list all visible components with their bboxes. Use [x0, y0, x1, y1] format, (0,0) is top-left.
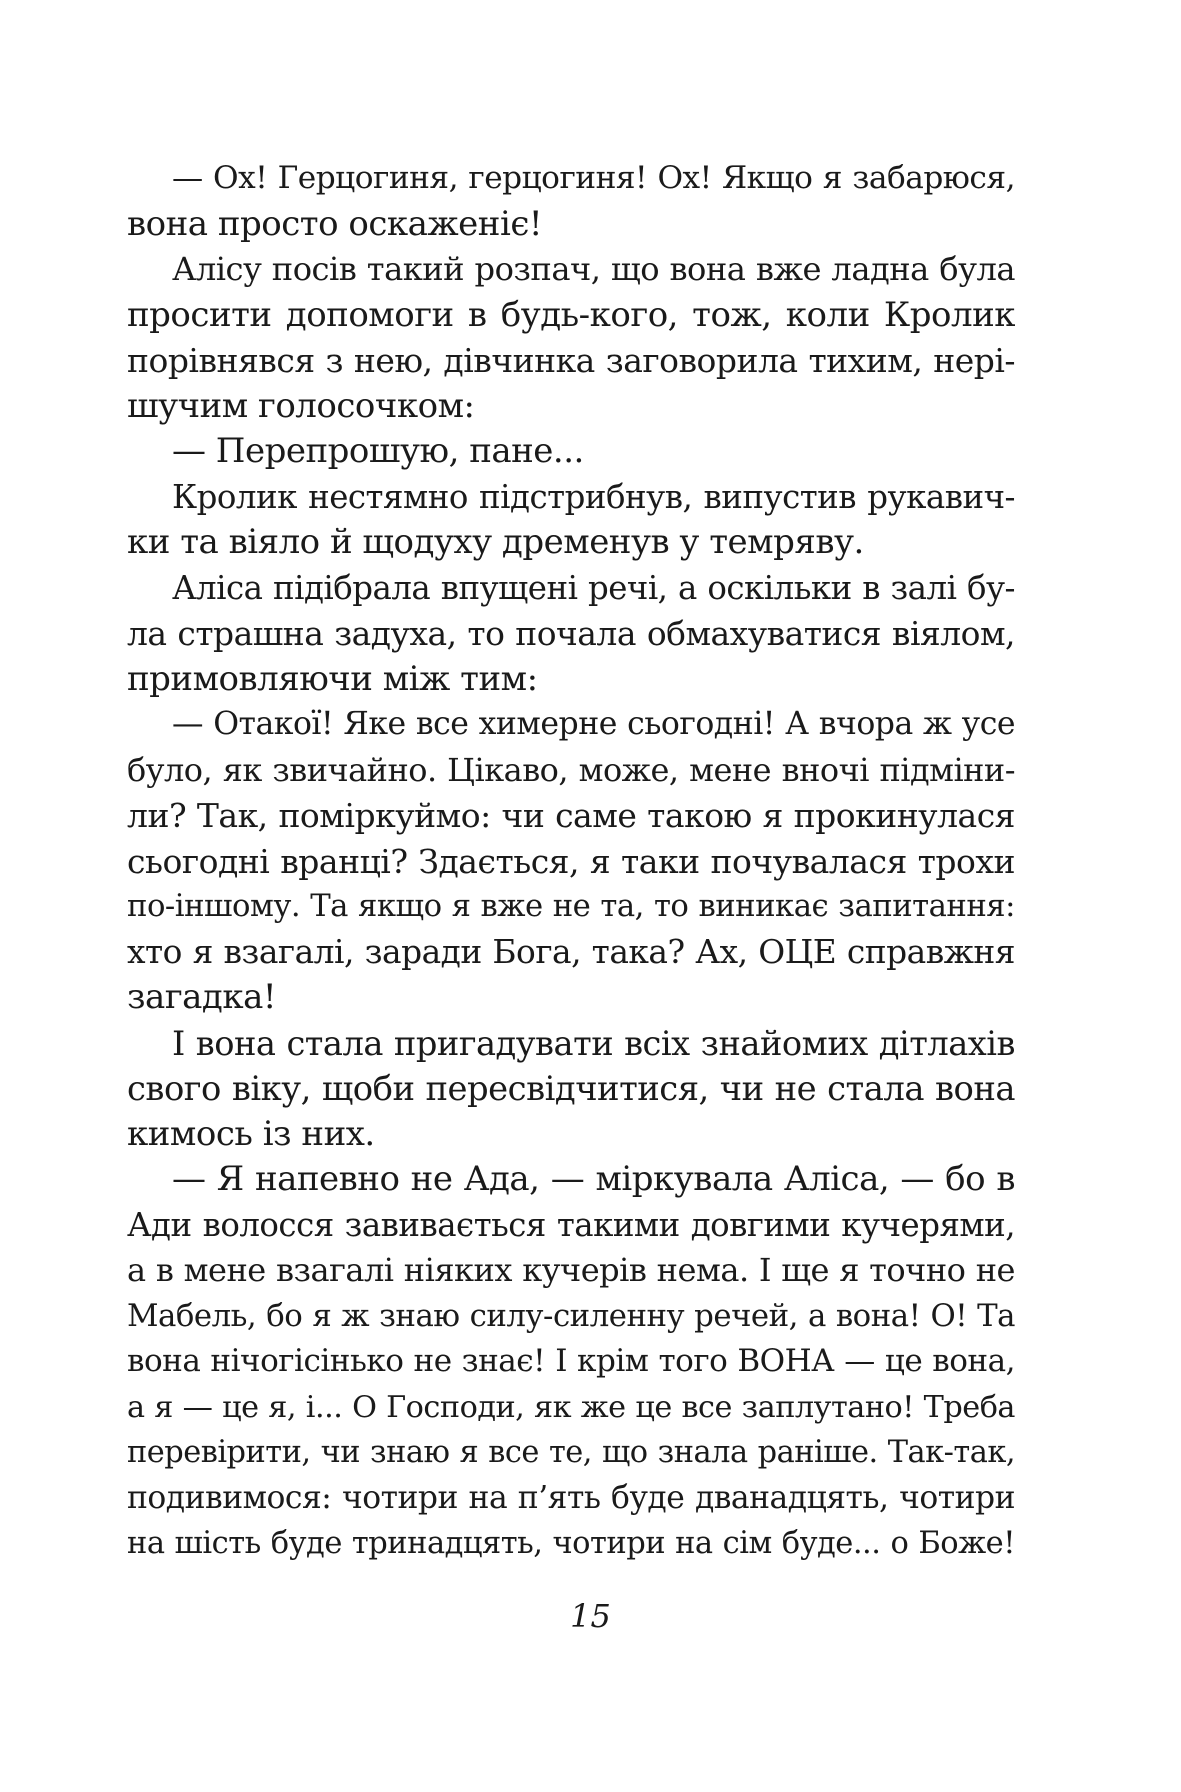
text-line: Аліса підібрала впущені речі, а оскільки в залі бу- [172, 568, 1015, 607]
text-line: Алісу посів такий розпач, що вона вже ладна була [172, 250, 1015, 288]
text-line: по-іншому. Та якщо я вже не та, то виникає запитання: [127, 889, 1015, 924]
text-line: на шість буде тринадцять, чотири на сім буде... о Боже! [127, 1526, 1015, 1561]
text-line: ла страшна задуха, то почала обмахуватися віялом, [127, 614, 1015, 653]
text-line: — Ох! Герцогиня, герцогиня! Ох! Якщо я забарюся, [172, 160, 1015, 196]
text-line: перевірити, чи знаю я все те, що знала раніше. Так-так, [127, 1435, 1015, 1470]
page-number: 15 [570, 1597, 611, 1635]
text-line: вона нічогісінько не знає! І крім того ВОНА — це вона, [127, 1343, 1015, 1379]
text-line: подивимося: чотири на п’ять буде дванадцять, чотири [127, 1479, 1015, 1516]
text-line: Ади волосся завивається такими довгими кучерями, [127, 1205, 1015, 1244]
text-line: ки та віяло й щодуху дременув у темряву. [127, 522, 864, 562]
text-line: хто я взагалі, заради Бога, така? Ах, ОЦЕ справжня [127, 932, 1015, 971]
text-line: порівнявся з нею, дівчинка заговорила тихим, нері- [127, 341, 1015, 380]
text-line: примовляючи між тим: [127, 658, 538, 699]
text-line: сьогодні вранці? Здається, я таки почувалася трохи [127, 841, 1015, 881]
text-line: Мабель, бо я ж знаю силу-силенну речей, а вона! О! Та [127, 1297, 1015, 1334]
text-line: І вона стала пригадувати всіх знайомих дітлахів [172, 1023, 1015, 1063]
text-line: просити допомоги в будь-кого, тож, коли Кролик [127, 294, 1015, 335]
text-line: кимось із них. [127, 1113, 375, 1154]
text-line: шучим голосочком: [127, 385, 475, 426]
text-line: ли? Так, поміркуймо: чи саме такою я прокинулася [127, 796, 1015, 835]
text-line: загадка! [127, 977, 277, 1017]
text-line: — Перепрошую, пане... [172, 431, 584, 471]
text-line: а я — це я, і... О Господи, як же це все заплутано! Треба [127, 1389, 1015, 1425]
text-line: а в мене взагалі ніяких кучерів нема. І ще я точно не [127, 1251, 1015, 1289]
text-line: було, як звичайно. Цікаво, може, мене вночі підміни- [127, 750, 1015, 789]
text-line: свого віку, щоби пересвідчитися, чи не стала вона [127, 1069, 1015, 1108]
body-text [127, 156, 1015, 1567]
text-line: Кролик нестямно підстрибнув, випустив рукавич- [172, 477, 1015, 516]
text-line: вона просто оскаженіє! [127, 203, 543, 244]
text-line: — Отакої! Яке все химерне сьогодні! А вчора ж усе [172, 706, 1015, 742]
text-line: — Я напевно не Ада, — міркувала Аліса, — бо в [172, 1159, 1015, 1199]
